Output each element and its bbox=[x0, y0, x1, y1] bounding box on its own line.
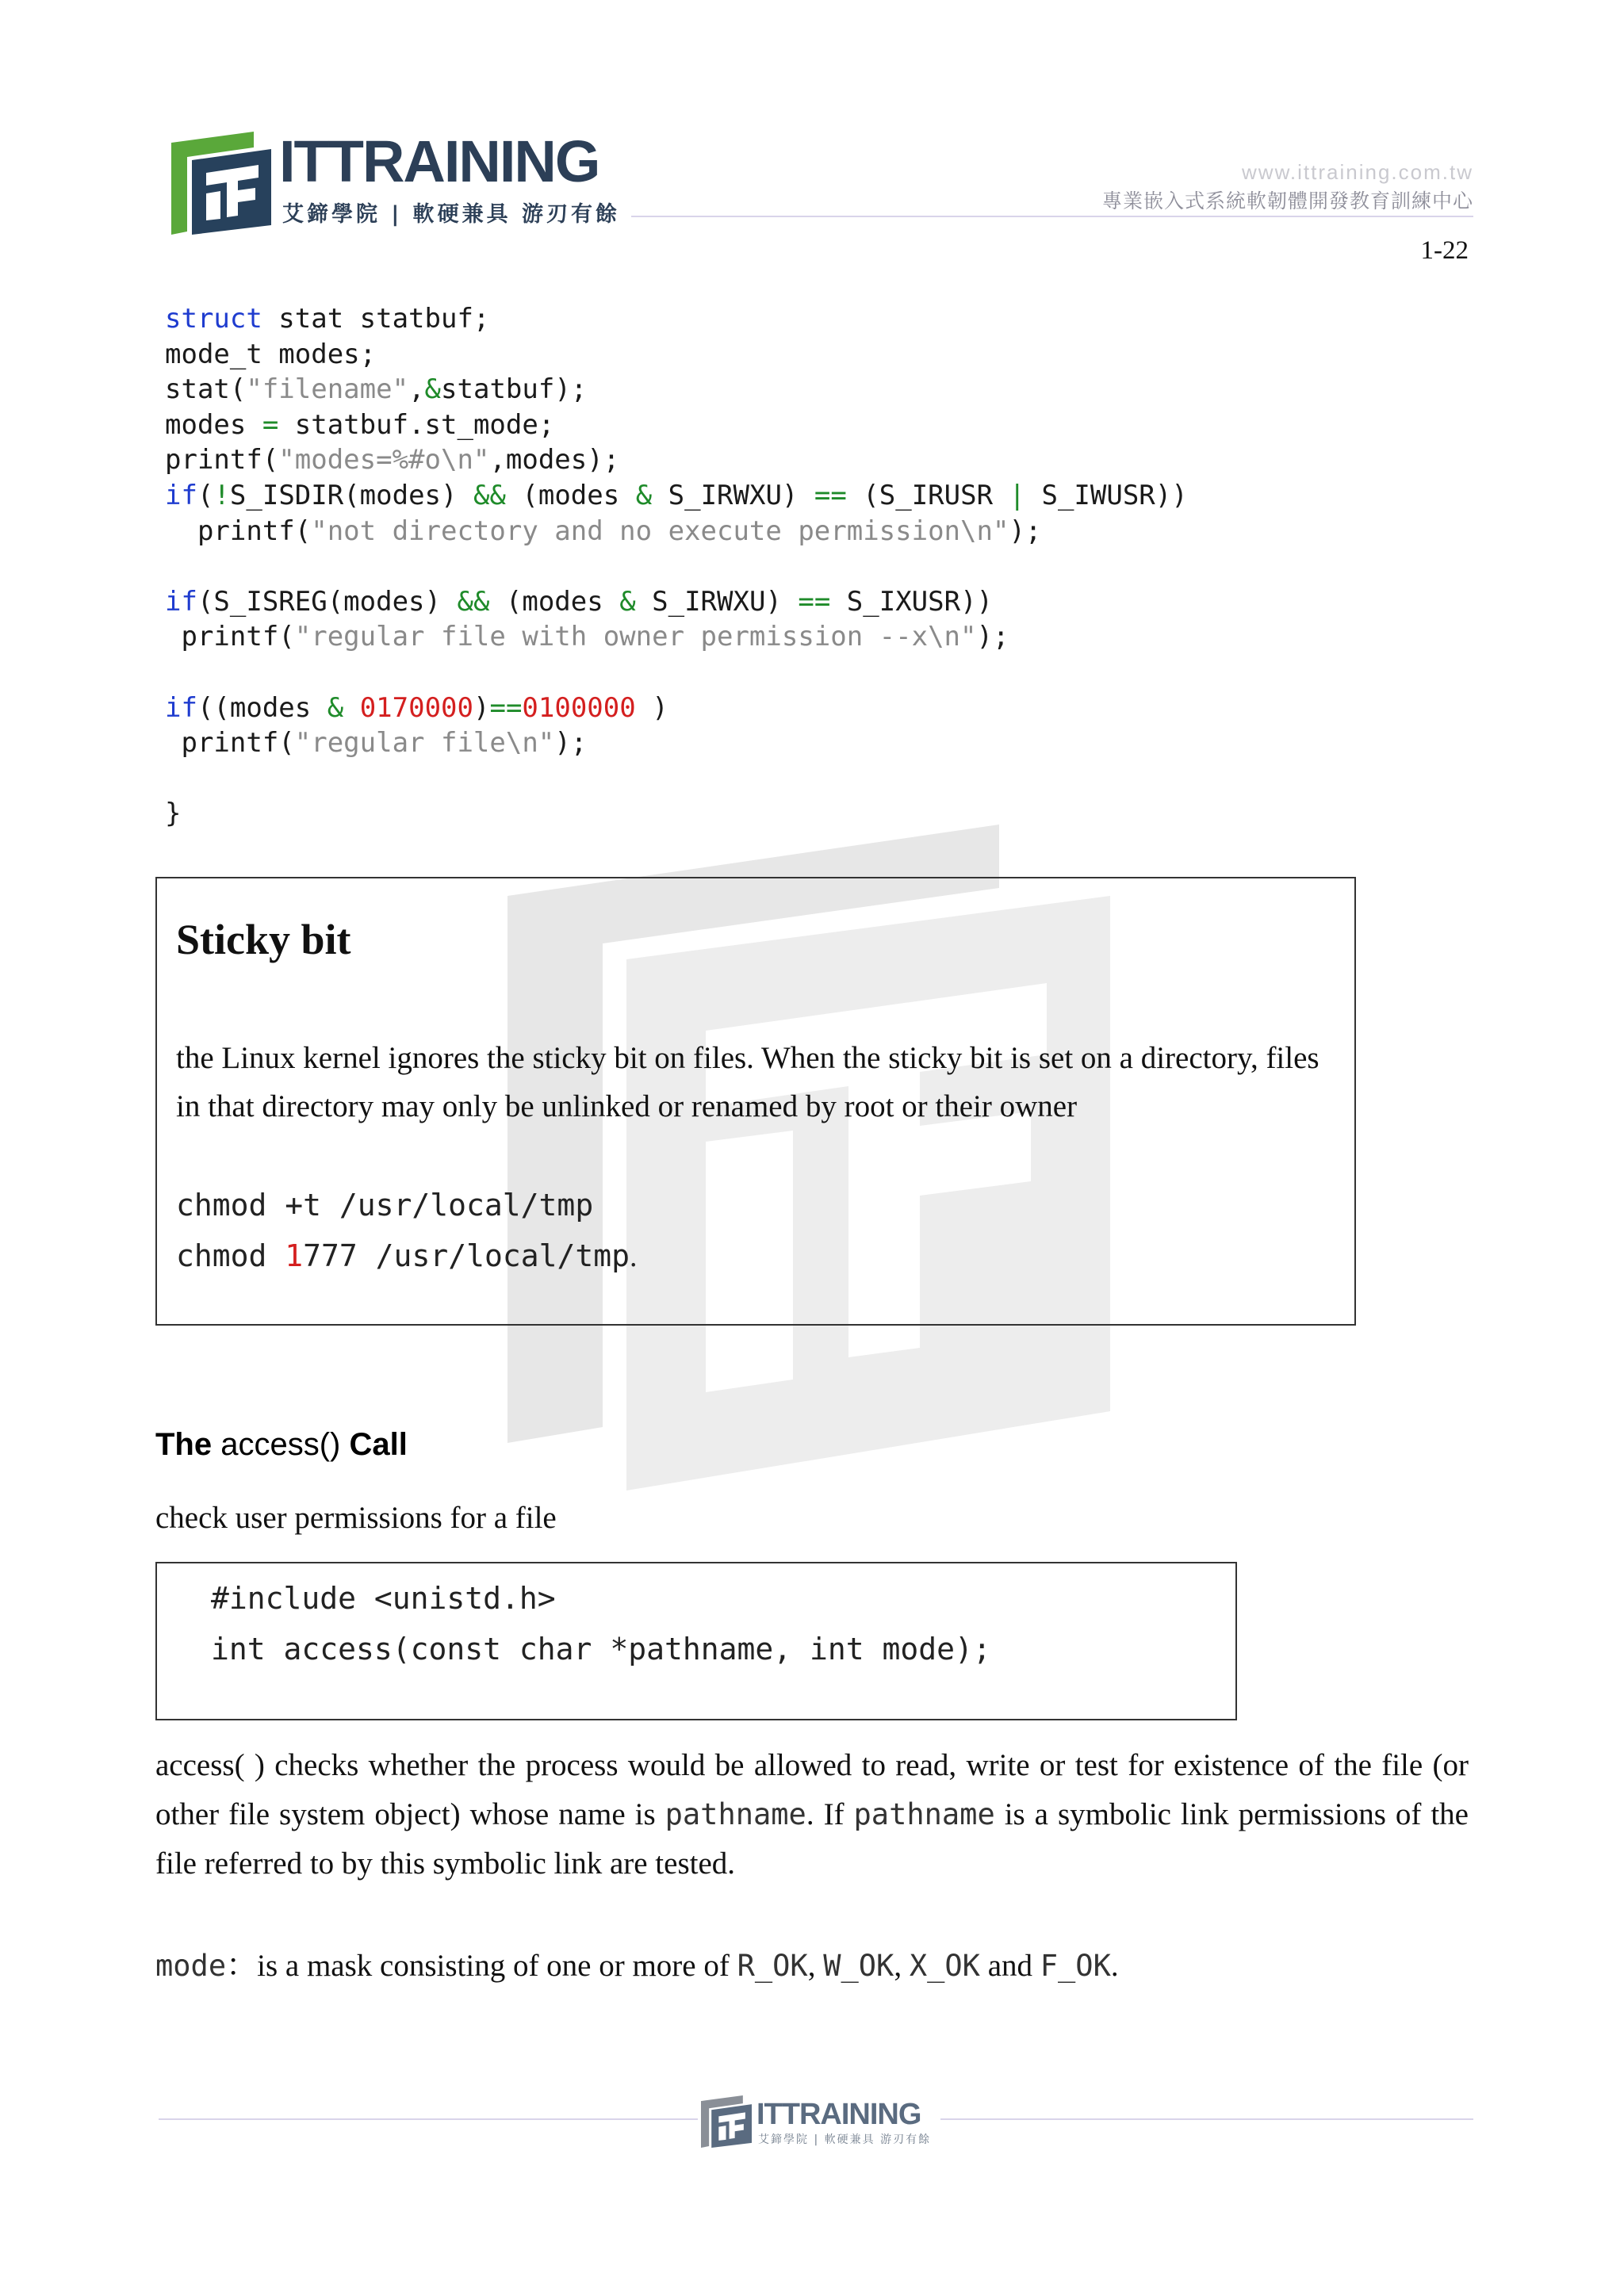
code-token: & bbox=[424, 373, 442, 406]
chmod-sticky-digit: 1 bbox=[285, 1238, 304, 1273]
w-ok-term: W_OK bbox=[823, 1949, 894, 1983]
explanation-part-3: is a symbolic link permissions of the file referred to by this symbolic link are tested. bbox=[155, 1797, 1469, 1881]
access-prototype-box bbox=[155, 1562, 1237, 1720]
code-line bbox=[165, 478, 1188, 514]
code-token: printf( bbox=[165, 515, 312, 547]
code-line bbox=[165, 619, 1188, 655]
code-token: = bbox=[262, 408, 279, 441]
code-token: ); bbox=[976, 621, 1009, 653]
footer-divider-left bbox=[159, 2118, 698, 2120]
sticky-bit-box bbox=[155, 877, 1356, 1326]
code-token: stat statbuf; bbox=[262, 303, 490, 335]
code-token: "modes=%#o\n" bbox=[278, 444, 490, 476]
header-divider bbox=[631, 216, 1473, 217]
code-token: statbuf); bbox=[441, 373, 588, 406]
code-token: stat( bbox=[165, 373, 247, 406]
footer-logo bbox=[701, 2095, 939, 2150]
code-token: ! bbox=[213, 479, 230, 511]
code-token: ( bbox=[197, 479, 214, 511]
code-token: && bbox=[457, 585, 490, 618]
code-token: printf( bbox=[165, 621, 295, 653]
access-call-heading bbox=[155, 1427, 408, 1463]
page-number: 1-22 bbox=[1420, 236, 1469, 265]
code-token: "not directory and no execute permission\n" bbox=[311, 515, 1009, 547]
pathname-term-2: pathname bbox=[853, 1797, 995, 1831]
heading-the: The bbox=[155, 1427, 213, 1462]
code-token: struct bbox=[165, 303, 262, 335]
code-token: S_IXUSR)) bbox=[830, 585, 994, 618]
sticky-bit-description: the Linux kernel ignores the sticky bit on files. When the sticky bit is set on a directory, files in that directory may only be unlinked or renamed by root or their owner bbox=[176, 1041, 1320, 1123]
access-description: check user permissions for a file bbox=[155, 1501, 557, 1535]
f-ok-term: F_OK bbox=[1040, 1949, 1111, 1983]
code-token: S_IRWXU) bbox=[652, 479, 814, 511]
header-slogan: 專業嵌入式系統軟韌體開發教育訓練中心 bbox=[1101, 189, 1473, 212]
include-line: #include <unistd.h> bbox=[211, 1581, 556, 1616]
header-url: www.ittraining.com.tw bbox=[1242, 160, 1473, 184]
code-line bbox=[165, 301, 1188, 337]
code-line bbox=[165, 761, 1188, 797]
code-token: S_IWUSR)) bbox=[1025, 479, 1188, 511]
code-token: 0100000 bbox=[522, 691, 636, 724]
code-token: ) bbox=[473, 691, 490, 724]
code-line bbox=[165, 372, 1188, 408]
chmod-command-1: chmod +t /usr/local/tmp bbox=[176, 1188, 594, 1223]
code-token: } bbox=[165, 798, 182, 830]
code-token: == bbox=[798, 585, 831, 618]
brand-wordmark: ITTRAINING bbox=[279, 128, 599, 194]
code-line bbox=[165, 584, 1188, 620]
code-line bbox=[165, 514, 1188, 549]
mode-explanation bbox=[155, 1941, 1119, 1985]
code-token: if bbox=[165, 691, 197, 724]
access-explanation bbox=[155, 1741, 1469, 1888]
footer-divider-right bbox=[940, 2118, 1473, 2120]
code-line bbox=[165, 408, 1188, 443]
period: . bbox=[1110, 1949, 1119, 1983]
code-token: (modes bbox=[489, 585, 620, 618]
code-token: printf( bbox=[165, 444, 279, 476]
code-token: ) bbox=[635, 691, 668, 724]
prototype-line: int access(const char *pathname, int mode); bbox=[211, 1632, 991, 1667]
code-token: == bbox=[489, 691, 523, 724]
code-token: if bbox=[165, 479, 197, 511]
and-word: and bbox=[979, 1949, 1040, 1983]
code-token: , bbox=[408, 373, 425, 406]
mode-text: is a mask consisting of one or more of bbox=[257, 1949, 737, 1983]
code-token: S_ISDIR(modes) bbox=[229, 479, 473, 511]
footer-logo-icon bbox=[701, 2095, 752, 2149]
code-line bbox=[165, 725, 1188, 761]
code-token: 0170000 bbox=[359, 691, 473, 724]
chmod-cmd-period: . bbox=[629, 1240, 638, 1273]
code-token: if bbox=[165, 585, 197, 618]
code-token: "regular file\n" bbox=[294, 727, 555, 760]
heading-access: access() bbox=[212, 1427, 350, 1462]
code-token: & bbox=[327, 691, 344, 724]
code-token: "filename" bbox=[246, 373, 409, 406]
code-block bbox=[165, 301, 1188, 832]
ittraining-logo-icon bbox=[171, 132, 271, 235]
brand-subtitle: 艾鍗學院 | 軟硬兼具 游刃有餘 bbox=[282, 202, 621, 227]
comma-2: , bbox=[894, 1949, 910, 1983]
code-token: ((modes bbox=[197, 691, 327, 724]
comma-1: , bbox=[807, 1949, 824, 1983]
code-token: ); bbox=[554, 727, 588, 760]
heading-call: Call bbox=[349, 1427, 408, 1462]
code-token: == bbox=[814, 479, 847, 511]
code-line bbox=[165, 442, 1188, 478]
code-line bbox=[165, 691, 1188, 726]
mode-term: mode bbox=[155, 1949, 227, 1983]
r-ok-term: R_OK bbox=[737, 1949, 808, 1983]
explanation-part-1: access( ) checks whether the process would be allowed to read, write or test for existence of the file (or other file system object) whose name is bbox=[155, 1748, 1469, 1831]
code-token: (modes bbox=[505, 479, 636, 511]
chmod-command-2 bbox=[176, 1238, 637, 1274]
header-logo bbox=[171, 127, 631, 238]
code-token: ,modes); bbox=[489, 444, 620, 476]
code-token: | bbox=[1009, 479, 1026, 511]
footer-subtitle: 艾鍗學院 | 軟硬兼具 游刃有餘 bbox=[758, 2133, 932, 2146]
code-token: printf( bbox=[165, 727, 295, 760]
code-token: (S_IRUSR bbox=[846, 479, 1009, 511]
x-ok-term: X_OK bbox=[909, 1949, 980, 1983]
explanation-part-2: . If bbox=[806, 1797, 854, 1831]
code-line bbox=[165, 549, 1188, 584]
code-token: & bbox=[635, 479, 653, 511]
code-line bbox=[165, 796, 1188, 832]
code-token bbox=[343, 692, 359, 724]
code-token: statbuf.st_mode; bbox=[278, 408, 555, 441]
chmod-cmd-rest: 777 /usr/local/tmp bbox=[303, 1238, 630, 1273]
code-token: mode_t modes; bbox=[165, 338, 377, 370]
sticky-bit-title: Sticky bit bbox=[176, 916, 351, 963]
pathname-term-1: pathname bbox=[665, 1797, 806, 1831]
code-token: ); bbox=[1009, 515, 1042, 547]
code-token: "regular file with owner permission --x\n" bbox=[294, 621, 977, 653]
code-line bbox=[165, 655, 1188, 691]
code-line bbox=[165, 337, 1188, 373]
mode-colon: ： bbox=[226, 1949, 258, 1983]
code-token: S_IRWXU) bbox=[635, 585, 799, 618]
code-token: (S_ISREG(modes) bbox=[197, 585, 458, 618]
footer-wordmark: ITTRAINING bbox=[756, 2098, 921, 2131]
code-token: && bbox=[473, 479, 506, 511]
code-token: modes bbox=[165, 408, 262, 441]
code-token: & bbox=[619, 585, 636, 618]
chmod-cmd-prefix: chmod bbox=[176, 1238, 285, 1273]
